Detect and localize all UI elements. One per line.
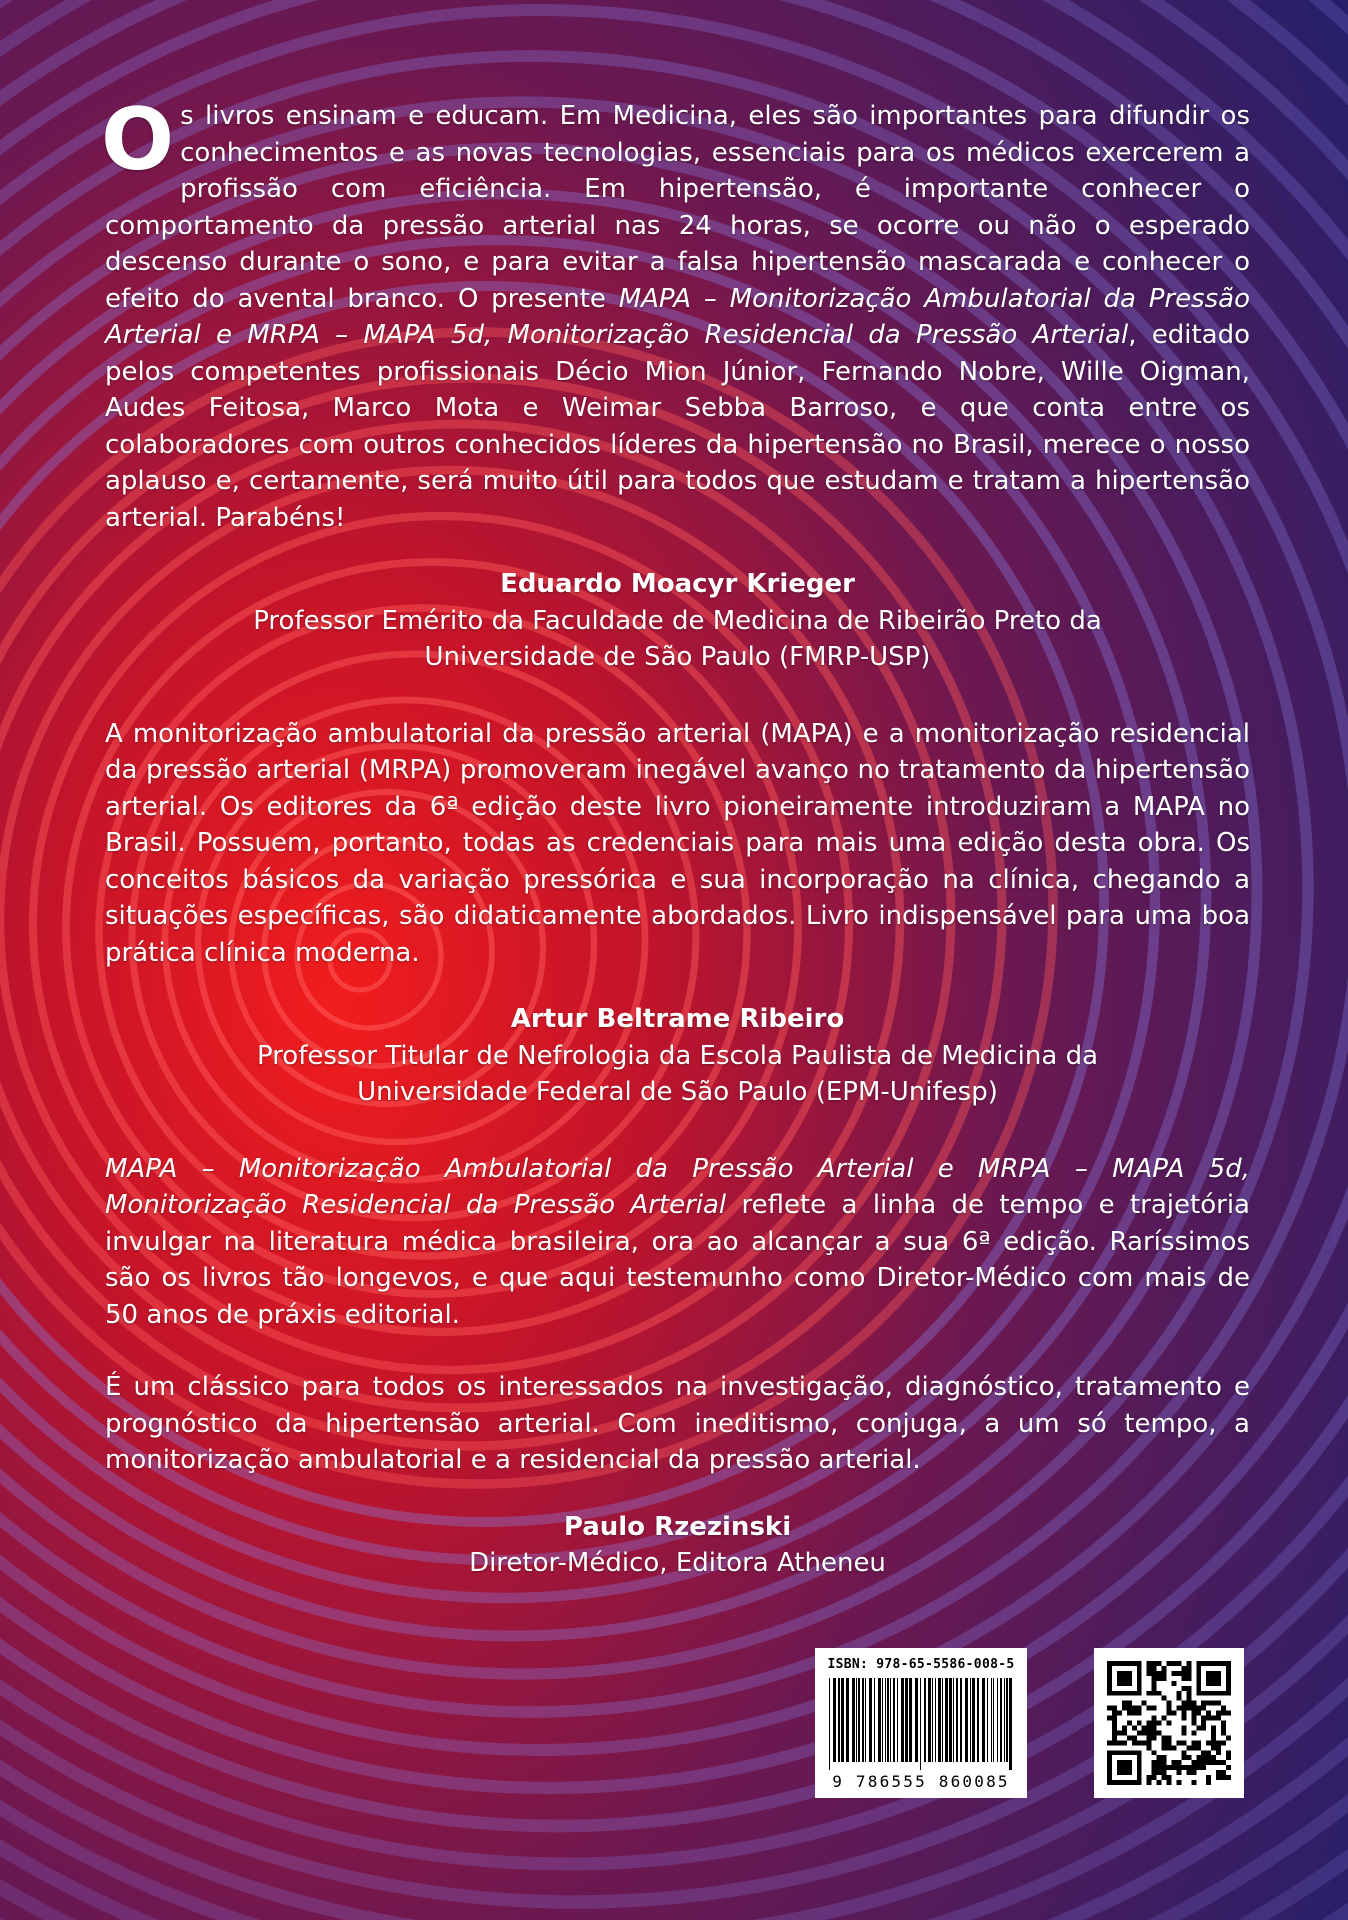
qr-module: [1122, 1725, 1127, 1730]
qr-module: [1186, 1696, 1191, 1701]
barcode-bar: [841, 1678, 844, 1762]
qr-module: [1107, 1740, 1112, 1745]
qr-code-box: [1094, 1648, 1244, 1798]
qr-module: [1196, 1755, 1201, 1760]
qr-module: [1201, 1765, 1206, 1770]
qr-module: [1216, 1770, 1221, 1775]
qr-module: [1226, 1711, 1231, 1716]
qr-module: [1147, 1725, 1152, 1730]
qr-module: [1181, 1671, 1186, 1676]
barcode-bar: [1000, 1678, 1002, 1762]
barcode-bar: [991, 1678, 992, 1762]
qr-module: [1157, 1780, 1162, 1785]
qr-module: [1142, 1725, 1147, 1730]
qr-module: [1162, 1745, 1167, 1750]
qr-module: [1147, 1691, 1152, 1696]
barcode-bar: [953, 1678, 954, 1762]
qr-module: [1221, 1725, 1226, 1730]
qr-module: [1181, 1716, 1186, 1721]
barcode-bar: [960, 1678, 962, 1762]
qr-module: [1176, 1671, 1181, 1676]
qr-module: [1147, 1775, 1152, 1780]
qr-module: [1162, 1676, 1167, 1681]
qr-module: [1171, 1765, 1176, 1770]
qr-module: [1122, 1740, 1127, 1745]
qr-finder-pattern: [1117, 1671, 1132, 1686]
qr-module: [1137, 1730, 1142, 1735]
qr-module: [1157, 1730, 1162, 1735]
qr-module: [1162, 1716, 1167, 1721]
qr-module: [1147, 1780, 1152, 1785]
qr-module: [1191, 1730, 1196, 1735]
qr-module: [1181, 1740, 1186, 1745]
qr-module: [1152, 1760, 1157, 1765]
barcode-bar: [977, 1678, 979, 1762]
barcode-bar: [901, 1678, 904, 1762]
isbn-barcode-box: [815, 1648, 1027, 1798]
qr-module: [1201, 1755, 1206, 1760]
qr-module: [1157, 1676, 1162, 1681]
qr-module: [1221, 1721, 1226, 1726]
qr-module: [1176, 1780, 1181, 1785]
review-paragraph-1: [101, 90, 1251, 536]
barcode-bar: [945, 1678, 948, 1762]
qr-module: [1167, 1775, 1172, 1780]
signature-name: Paulo Rzezinski: [563, 1511, 792, 1542]
qr-module: [1162, 1666, 1167, 1671]
barcode-bar: [878, 1678, 881, 1762]
qr-module: [1152, 1765, 1157, 1770]
qr-module: [1167, 1721, 1172, 1726]
qr-module: [1176, 1696, 1181, 1701]
qr-module: [1176, 1691, 1181, 1696]
barcode-bar: [965, 1678, 968, 1762]
qr-module: [1117, 1730, 1122, 1735]
qr-module: [1181, 1701, 1186, 1706]
qr-module: [1211, 1716, 1216, 1721]
barcode-bar: [858, 1678, 860, 1762]
qr-module: [1132, 1711, 1137, 1716]
qr-module: [1152, 1681, 1157, 1686]
qr-module: [1201, 1721, 1206, 1726]
qr-module: [1176, 1740, 1181, 1745]
qr-module: [1152, 1691, 1157, 1696]
qr-module: [1122, 1706, 1127, 1711]
qr-module: [1162, 1770, 1167, 1775]
barcode-bar: [1009, 1678, 1012, 1770]
qr-module: [1122, 1701, 1127, 1706]
barcode-bar: [997, 1678, 998, 1762]
qr-module: [1181, 1711, 1186, 1716]
qr-module: [1196, 1725, 1201, 1730]
qr-module: [1176, 1765, 1181, 1770]
qr-module: [1186, 1676, 1191, 1681]
barcode-bar: [865, 1678, 866, 1762]
review-paragraph-4: É um clássico para todos os interessados na investigação, diagnóstico, tratamento e prognóstico da hipertensão arterial. Com ineditismo, conjuga, a um só tempo, a monitorização ambulatorial e a residencial da pressão arterial.: [105, 1372, 1250, 1475]
barcode-bar: [829, 1678, 830, 1770]
qr-module: [1147, 1730, 1152, 1735]
qr-module: [1186, 1706, 1191, 1711]
barcode-bar: [887, 1678, 889, 1762]
qr-module: [1216, 1750, 1221, 1755]
qr-module: [1157, 1760, 1162, 1765]
drop-cap: O: [101, 90, 175, 190]
qr-module: [1186, 1686, 1191, 1691]
review-1-text-b: , editado pelos competentes profissionais Décio Mion Júnior, Fernando Nobre, Wille Oigman, Audes Feitosa, Marco Mota e Weimar Sebba Barroso, e que conta entre os colaboradores com outros conhecidos líderes da hipertensão no Brasil, merece o nosso aplauso e, certamente, será muito útil para todos que estudam e tratam a hipertensão arterial. Parabéns!: [105, 320, 1251, 533]
barcode-bar: [920, 1678, 921, 1770]
qr-module: [1167, 1740, 1172, 1745]
qr-module: [1167, 1711, 1172, 1716]
qr-module: [1186, 1661, 1191, 1666]
qr-module: [1162, 1696, 1167, 1701]
qr-module: [1196, 1740, 1201, 1745]
qr-module: [1107, 1706, 1112, 1711]
qr-module: [1216, 1716, 1221, 1721]
qr-module: [1112, 1730, 1117, 1735]
qr-module: [1147, 1745, 1152, 1750]
qr-module: [1127, 1721, 1132, 1726]
qr-module: [1152, 1750, 1157, 1755]
qr-module: [1162, 1735, 1167, 1740]
qr-module: [1206, 1755, 1211, 1760]
qr-module: [1181, 1730, 1186, 1735]
book-title-italic: MAPA – Monitorização Ambulatorial da Pressão Arterial e MRPA – MAPA 5d, Monitorização Residencial da Pressão Arterial: [105, 1153, 1250, 1220]
qr-module: [1191, 1706, 1196, 1711]
qr-module: [1201, 1716, 1206, 1721]
qr-module: [1191, 1740, 1196, 1745]
barcode-bar: [897, 1678, 898, 1762]
qr-module: [1167, 1780, 1172, 1785]
qr-module: [1167, 1706, 1172, 1711]
qr-module: [1157, 1755, 1162, 1760]
qr-module: [1181, 1676, 1186, 1681]
signature-name: Artur Beltrame Ribeiro: [510, 1004, 845, 1034]
signature-title-line-2: Universidade de São Paulo (FMRP-USP): [424, 642, 931, 672]
qr-module: [1127, 1706, 1132, 1711]
barcode-icon: [827, 1678, 1015, 1770]
qr-module: [1132, 1706, 1137, 1711]
qr-module: [1167, 1701, 1172, 1706]
qr-module: [1186, 1666, 1191, 1671]
qr-module: [1167, 1735, 1172, 1740]
barcode-bar: [882, 1678, 883, 1762]
qr-module: [1147, 1740, 1152, 1745]
qr-module: [1206, 1711, 1211, 1716]
qr-module: [1226, 1750, 1231, 1755]
qr-module: [1191, 1716, 1196, 1721]
qr-module: [1186, 1745, 1191, 1750]
qr-module: [1147, 1671, 1152, 1676]
qr-module: [1127, 1735, 1132, 1740]
barcode-bar: [942, 1678, 943, 1762]
qr-module: [1152, 1676, 1157, 1681]
review-1-text-a: s livros ensinam e educam. Em Medicina, eles são importantes para difundir os conhecimentos e as novas tecnologias, essenciais para os médicos exercerem a profissão com eficiência. Em hipertensão, é importante conhecer o comportamento da pressão arterial nas 24 horas, se ocorre ou não o esperado descenso durante o sono, e para evitar a falsa hipertensão mascarada e conhecer o efeito do avental branco. O presente: [105, 101, 1250, 314]
qr-module: [1176, 1661, 1181, 1666]
qr-module: [1201, 1760, 1206, 1765]
qr-module: [1191, 1765, 1196, 1770]
qr-module: [1221, 1760, 1226, 1765]
signature-1: [105, 566, 1250, 676]
qr-module: [1221, 1770, 1226, 1775]
qr-module: [1107, 1716, 1112, 1721]
qr-module: [1201, 1725, 1206, 1730]
signature-title-line-1: Professor Emérito da Faculdade de Medicina de Ribeirão Preto da: [253, 605, 1102, 636]
qr-module: [1127, 1711, 1132, 1716]
qr-module: [1181, 1686, 1186, 1691]
qr-module: [1186, 1701, 1191, 1706]
qr-module: [1127, 1701, 1132, 1706]
barcode-bar: [956, 1678, 958, 1762]
qr-module: [1147, 1706, 1152, 1711]
qr-module: [1191, 1760, 1196, 1765]
qr-module: [1176, 1770, 1181, 1775]
qr-module: [1157, 1721, 1162, 1726]
qr-module: [1117, 1740, 1122, 1745]
qr-module: [1181, 1765, 1186, 1770]
qr-module: [1191, 1701, 1196, 1706]
qr-module: [1157, 1765, 1162, 1770]
qr-module: [1157, 1661, 1162, 1666]
qr-module: [1112, 1711, 1117, 1716]
qr-module: [1152, 1775, 1157, 1780]
qr-module: [1196, 1706, 1201, 1711]
isbn-digits: 9 786555 860085: [832, 1772, 1010, 1791]
qr-module: [1112, 1721, 1117, 1726]
barcode-bar: [885, 1678, 886, 1762]
qr-module: [1147, 1735, 1152, 1740]
qr-module: [1186, 1691, 1191, 1696]
qr-module: [1152, 1770, 1157, 1775]
qr-module: [1137, 1721, 1142, 1726]
qr-module: [1196, 1711, 1201, 1716]
qr-module: [1137, 1711, 1142, 1716]
qr-module: [1162, 1760, 1167, 1765]
barcode-bar: [928, 1678, 931, 1762]
qr-module: [1152, 1661, 1157, 1666]
qr-module: [1152, 1666, 1157, 1671]
qr-module: [1211, 1760, 1216, 1765]
qr-module: [1171, 1745, 1176, 1750]
qr-module: [1122, 1730, 1127, 1735]
qr-module: [1167, 1661, 1172, 1666]
qr-module: [1176, 1760, 1181, 1765]
qr-module: [1142, 1730, 1147, 1735]
barcode-bar: [935, 1678, 936, 1762]
qr-module: [1211, 1725, 1216, 1730]
barcode-bar: [905, 1678, 908, 1762]
qr-module: [1132, 1740, 1137, 1745]
qr-module: [1206, 1701, 1211, 1706]
qr-module: [1196, 1765, 1201, 1770]
qr-module: [1206, 1716, 1211, 1721]
qr-module: [1162, 1765, 1167, 1770]
qr-module: [1221, 1775, 1226, 1780]
qr-module: [1211, 1730, 1216, 1735]
qr-module: [1167, 1745, 1172, 1750]
qr-module: [1117, 1711, 1122, 1716]
qr-module: [1167, 1765, 1172, 1770]
qr-module: [1171, 1671, 1176, 1676]
qr-module: [1226, 1755, 1231, 1760]
qr-module: [1162, 1755, 1167, 1760]
signature-name: Eduardo Moacyr Krieger: [500, 569, 855, 599]
barcode-bar: [874, 1678, 875, 1762]
qr-module: [1181, 1750, 1186, 1755]
barcode-bar: [982, 1678, 985, 1762]
barcode-bar: [852, 1678, 855, 1762]
qr-module: [1162, 1740, 1167, 1745]
qr-module: [1211, 1701, 1216, 1706]
barcode-bar: [993, 1678, 994, 1762]
qr-module: [1196, 1745, 1201, 1750]
qr-module: [1152, 1686, 1157, 1691]
barcode-bar: [1006, 1678, 1008, 1762]
review-paragraph-3: [105, 1151, 1250, 1334]
signature-2: [105, 1001, 1250, 1111]
book-title-italic: MAPA – Monitorização Ambulatorial da Pressão Arterial e MRPA – MAPA 5d, Monitorização Residencial da Pressão Arterial: [105, 283, 1250, 350]
qr-module: [1206, 1775, 1211, 1780]
qr-code-icon: [1107, 1661, 1231, 1785]
barcode-bar: [938, 1678, 941, 1762]
qr-module: [1191, 1780, 1196, 1785]
qr-module: [1162, 1671, 1167, 1676]
qr-module: [1186, 1755, 1191, 1760]
qr-module: [1221, 1711, 1226, 1716]
qr-module: [1171, 1760, 1176, 1765]
qr-module: [1226, 1765, 1231, 1770]
review-3-text: reflete a linha de tempo e trajetória invulgar na literatura médica brasileira, ora ao alcançar a sua 6ª edição. Raríssimos são os livros tão longevos, e que aqui testemunho como Diretor-Médico com mais de 50 anos de práxis editorial.: [105, 1190, 1250, 1330]
qr-module: [1152, 1706, 1157, 1711]
qr-module: [1171, 1711, 1176, 1716]
qr-module: [1211, 1755, 1216, 1760]
signature-title-line-2: Universidade Federal de São Paulo (EPM-Unifesp): [357, 1077, 998, 1107]
qr-module: [1216, 1745, 1221, 1750]
qr-module: [1157, 1671, 1162, 1676]
barcode-bar: [890, 1678, 891, 1762]
barcode-bar: [856, 1678, 857, 1762]
isbn-label: ISBN: 978-65-5586-008-5: [827, 1657, 1015, 1672]
qr-module: [1211, 1745, 1216, 1750]
barcode-bar: [1004, 1678, 1005, 1762]
barcode-bar: [932, 1678, 933, 1762]
qr-module: [1216, 1775, 1221, 1780]
qr-module: [1171, 1661, 1176, 1666]
qr-module: [1147, 1661, 1152, 1666]
qr-module: [1216, 1760, 1221, 1765]
back-cover-text: [101, 90, 1251, 1582]
qr-module: [1112, 1706, 1117, 1711]
qr-module: [1221, 1706, 1226, 1711]
qr-module: [1162, 1775, 1167, 1780]
qr-module: [1216, 1701, 1221, 1706]
qr-module: [1216, 1740, 1221, 1745]
qr-module: [1152, 1671, 1157, 1676]
qr-module: [1137, 1740, 1142, 1745]
barcode-bar: [949, 1678, 952, 1762]
qr-module: [1201, 1706, 1206, 1711]
qr-module: [1186, 1765, 1191, 1770]
qr-module: [1181, 1725, 1186, 1730]
qr-module: [1191, 1745, 1196, 1750]
qr-module: [1132, 1725, 1137, 1730]
qr-module: [1211, 1735, 1216, 1740]
qr-module: [1186, 1671, 1191, 1676]
qr-module: [1147, 1666, 1152, 1671]
barcode-bar: [987, 1678, 988, 1762]
qr-module: [1186, 1770, 1191, 1775]
qr-module: [1137, 1706, 1142, 1711]
qr-module: [1206, 1780, 1211, 1785]
qr-module: [1181, 1666, 1186, 1671]
qr-module: [1112, 1725, 1117, 1730]
barcode-bar: [972, 1678, 975, 1762]
barcode-bar: [838, 1678, 840, 1762]
qr-module: [1191, 1721, 1196, 1726]
qr-module: [1216, 1711, 1221, 1716]
qr-module: [1152, 1716, 1157, 1721]
qr-module: [1132, 1735, 1137, 1740]
qr-module: [1142, 1701, 1147, 1706]
qr-module: [1142, 1740, 1147, 1745]
qr-module: [1196, 1760, 1201, 1765]
qr-module: [1226, 1735, 1231, 1740]
qr-module: [1206, 1750, 1211, 1755]
qr-module: [1206, 1760, 1211, 1765]
qr-module: [1206, 1740, 1211, 1745]
review-paragraph-2: A monitorização ambulatorial da pressão arterial (MAPA) e a monitorização residencial da pressão arterial (MRPA) promoveram inegável avanço no tratamento da hipertensão arterial. Os editores da 6ª edição deste livro pioneiramente introduziram a MAPA no Brasil. Possuem, portanto, todas as credenciais para mais uma edição desta obra. Os conceitos básicos da variação pressórica e sua incorporação na clínica, chegando a situações específicas, são didaticamente abordados. Livro indispensável para uma boa prática clínica moderna.: [105, 718, 1250, 968]
qr-module: [1176, 1706, 1181, 1711]
qr-module: [1201, 1701, 1206, 1706]
qr-module: [1181, 1755, 1186, 1760]
qr-module: [1171, 1681, 1176, 1686]
barcode-bar: [833, 1678, 836, 1762]
qr-module: [1152, 1721, 1157, 1726]
qr-module: [1221, 1730, 1226, 1735]
qr-module: [1191, 1770, 1196, 1775]
qr-finder-pattern: [1117, 1760, 1132, 1775]
qr-module: [1221, 1740, 1226, 1745]
barcode-bar: [846, 1678, 849, 1762]
qr-module: [1211, 1740, 1216, 1745]
qr-module: [1226, 1775, 1231, 1780]
barcode-bar: [909, 1678, 912, 1762]
qr-module: [1157, 1691, 1162, 1696]
qr-module: [1112, 1735, 1117, 1740]
qr-module: [1152, 1730, 1157, 1735]
qr-module: [1152, 1725, 1157, 1730]
barcode-bar: [862, 1678, 864, 1762]
qr-module: [1112, 1716, 1117, 1721]
barcode-bar: [915, 1678, 918, 1762]
qr-module: [1157, 1770, 1162, 1775]
qr-module: [1181, 1706, 1186, 1711]
qr-module: [1147, 1721, 1152, 1726]
signature-title-line-1: Professor Titular de Nefrologia da Escola Paulista de Medicina da: [256, 1040, 1099, 1071]
barcode-bar: [970, 1678, 971, 1762]
qr-finder-pattern: [1206, 1671, 1221, 1686]
signature-3: [105, 1509, 1250, 1582]
qr-module: [1152, 1735, 1157, 1740]
signature-title-line-1: Diretor-Médico, Editora Atheneu: [469, 1548, 886, 1578]
barcode-bar: [869, 1678, 872, 1762]
qr-module: [1191, 1711, 1196, 1716]
qr-module: [1201, 1750, 1206, 1755]
qr-module: [1112, 1740, 1117, 1745]
barcode-bar: [893, 1678, 895, 1762]
barcode-bar: [924, 1678, 926, 1762]
